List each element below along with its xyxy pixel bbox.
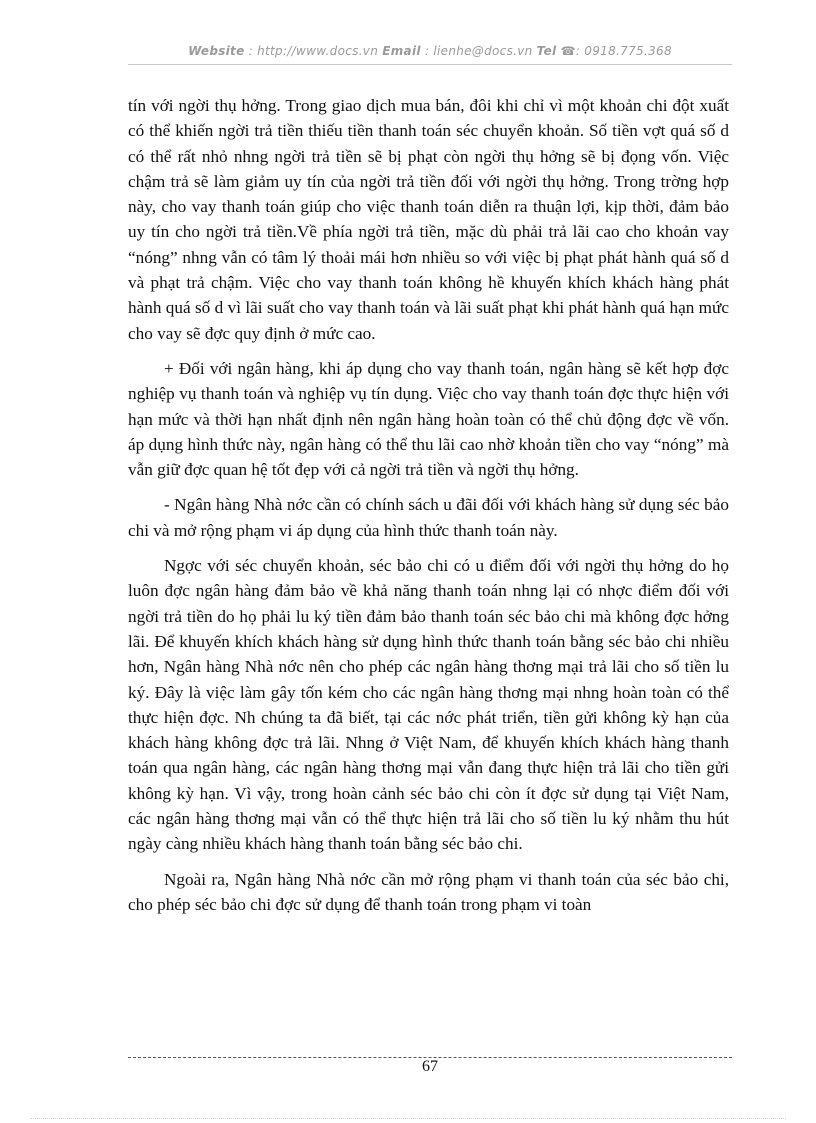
header-email-address: : lienhe@docs.vn [424, 44, 533, 58]
body-paragraph-4: Ngợc với séc chuyển khoản, séc bảo chi có u điểm đối với ngời thụ hởng do họ luôn đợc ngân hàng đảm bảo về khả năng thanh toán nhng lại có nhợc điểm đối với ngời trả tiền do họ phải lu ký tiền đảm bảo thanh toán séc bảo chi mà không đợc hởng lãi. Để khuyến khích khách hàng sử dụng hình thức thanh toán bằng séc bảo chi nhiều hơn, Ngân hàng Nhà nớc nên cho phép các ngân hàng thơng mại trả lãi cho số tiền lu ký. Đây là việc làm gây tốn kém cho các ngân hàng thơng mại nhng hoàn toàn có thể thực hiện đợc. Nh chúng ta đã biết, tại các nớc phát triển, tiền gửi không kỳ hạn của khách hàng không đợc trả lãi. Nhng ở Việt Nam, để khuyến khích khách hàng thanh toán qua ngân hàng, các ngân hàng thơng mại vẫn đang thực hiện trả lãi cho tiền gửi không kỳ hạn. Vì vậy, trong hoàn cảnh séc bảo chi còn ít đợc sử dụng tại Việt Nam, các ngân hàng thơng mại vẫn có thể thực hiện trả lãi cho số tiền lu ký nhằm thu hút ngày càng nhiều khách hàng thanh toán bằng séc bảo chi. [128, 556, 729, 854]
header-website-url: : http://www.docs.vn [248, 44, 379, 58]
body-paragraph-5: Ngoài ra, Ngân hàng Nhà nớc cần mở rộng phạm vi thanh toán của séc bảo chi, cho phép séc bảo chi đợc sử dụng để thanh toán trong phạm vi toàn [128, 869, 729, 914]
body-paragraph-2: + Đối với ngân hàng, khi áp dụng cho vay thanh toán, ngân hàng sẽ kết hợp đợc nghiệp vụ thanh toán và nghiệp vụ tín dụng. Việc cho vay thanh toán đợc thực hiện với hạn mức và thời hạn nhất định nên ngân hàng hoàn toàn có thể chủ động đợc về vốn. áp dụng hình thức này, ngân hàng có thể thu lãi cao nhờ khoản tiền cho vay “nóng” mà vẫn giữ đợc quan hệ tốt đẹp với cả ngời trả tiền và ngời thụ hởng. [128, 358, 729, 480]
page-number: 67 [422, 1058, 438, 1075]
header-divider [128, 64, 732, 65]
body-paragraph-3: - Ngân hàng Nhà nớc cần có chính sách u đãi đối với khách hàng sử dụng séc bảo chi và mở rộng phạm vi áp dụng của hình thức thanh toán này. [128, 495, 729, 540]
header-tel-label: Tel [536, 44, 557, 58]
header-phone-number: ☎: 0918.775.368 [560, 44, 672, 58]
header-email-label: Email [382, 44, 421, 58]
body-paragraph-1: tín với ngời thụ hởng. Trong giao dịch mua bán, đôi khi chỉ vì một khoản chi đột xuất có thể khiến ngời trả tiền thiếu tiền thanh toán séc chuyển khoản. Số tiền vợt quá số d có thể rất nhỏ nhng ngời trả tiền sẽ bị phạt còn ngời thụ hởng sẽ bị đọng vốn. Việc chậm trả sẽ làm giảm uy tín của ngời trả tiền đối với ngời thụ hởng. Trong trờng hợp này, cho vay thanh toán giúp cho việc thanh toán diễn ra thuận lợi, kịp thời, đảm bảo uy tín cho ngời trả tiền.Về phía ngời trả tiền, mặc dù phải trả lãi cao cho khoản vay “nóng” nhng vẫn có tâm lý thoải mái hơn nhiều so với việc bị phạt phát hành quá số d và phạt trả chậm. Việc cho vay thanh toán không hề khuyến khích khách hàng phát hành quá số d vì lãi suất cho vay thanh toán và lãi suất phạt khi phát hành quá hạn mức cho vay sẽ đợc quy định ở mức cao. [128, 96, 729, 343]
page-header [128, 44, 732, 58]
page-bottom-border [30, 1118, 786, 1119]
header-website-label: Website [188, 44, 245, 58]
document-body [128, 93, 729, 927]
